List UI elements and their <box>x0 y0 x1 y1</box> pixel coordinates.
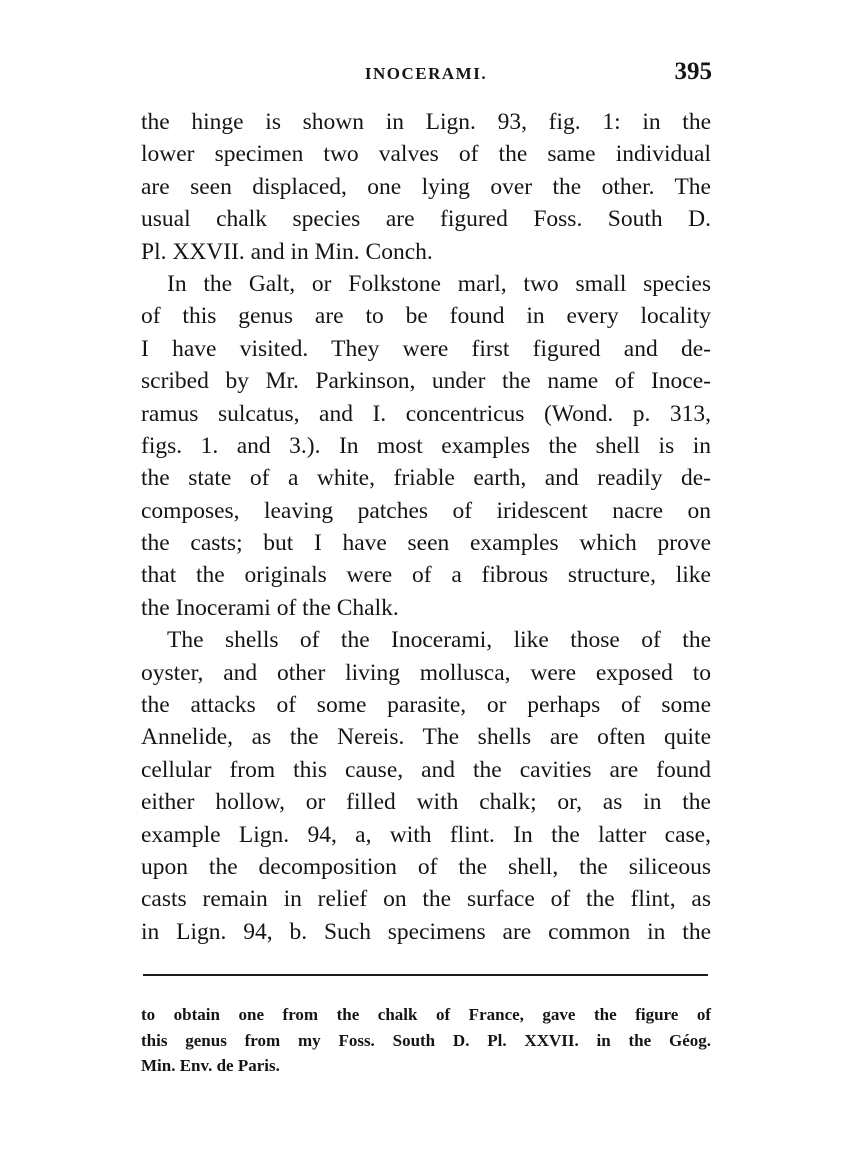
body-line: the casts; but I have seen examples which prove <box>141 530 711 557</box>
body-line: Pl. XXVII. and in Min. Conch. <box>141 238 433 265</box>
body-line: scribed by Mr. Parkinson, under the name of Inoce- <box>141 368 711 395</box>
body-line: that the originals were of a fibrous structure, like <box>141 562 711 589</box>
body-line: usual chalk species are figured Foss. South D. <box>141 206 711 233</box>
footnote-divider <box>143 974 708 976</box>
body-line: ramus sulcatus, and I. concentricus (Wond. p. 313, <box>141 400 711 427</box>
body-line: the hinge is shown in Lign. 93, fig. 1: in the <box>141 109 711 135</box>
footnote <box>141 1002 711 1079</box>
body-line: cellular from this cause, and the cavities are found <box>141 756 711 783</box>
body-line: the state of a white, friable earth, and readily de- <box>141 465 711 492</box>
body-line: the Inocerami of the Chalk. <box>141 594 399 621</box>
body-text <box>141 106 711 948</box>
body-line: The shells of the Inocerami, like those of the <box>167 627 711 654</box>
footnote-line: Min. Env. de Paris. <box>141 1056 280 1075</box>
body-line: of this genus are to be found in every locality <box>141 303 711 330</box>
body-line: composes, leaving patches of iridescent nacre on <box>141 497 711 524</box>
footnote-line: to obtain one from the chalk of France, gave the figure of <box>141 1005 711 1024</box>
body-line: either hollow, or filled with chalk; or, as in the <box>141 789 711 816</box>
page-number: 395 <box>674 58 712 85</box>
running-head <box>140 58 712 88</box>
body-line: Annelide, as the Nereis. The shells are often quite <box>141 724 711 751</box>
body-line: example Lign. 94, a, with flint. In the latter case, <box>141 821 711 848</box>
body-line: in Lign. 94, b. Such specimens are common in the <box>141 918 711 945</box>
body-line: oyster, and other living mollusca, were exposed to <box>141 659 711 686</box>
footnote-line: this genus from my Foss. South D. Pl. XXVII. in the Géog. <box>141 1030 711 1050</box>
body-line: I have visited. They were first figured and de- <box>141 335 711 362</box>
body-line: In the Galt, or Folkstone marl, two small species <box>167 270 711 297</box>
body-line: lower specimen two valves of the same individual <box>141 141 711 168</box>
body-line: casts remain in relief on the surface of the flint, as <box>141 886 711 913</box>
body-line: upon the decomposition of the shell, the siliceous <box>141 853 711 880</box>
body-line: figs. 1. and 3.). In most examples the shell is in <box>141 432 711 459</box>
running-title: INOCERAMI. <box>364 64 488 83</box>
body-line: are seen displaced, one lying over the other. The <box>141 173 711 200</box>
body-line: the attacks of some parasite, or perhaps of some <box>141 692 711 719</box>
